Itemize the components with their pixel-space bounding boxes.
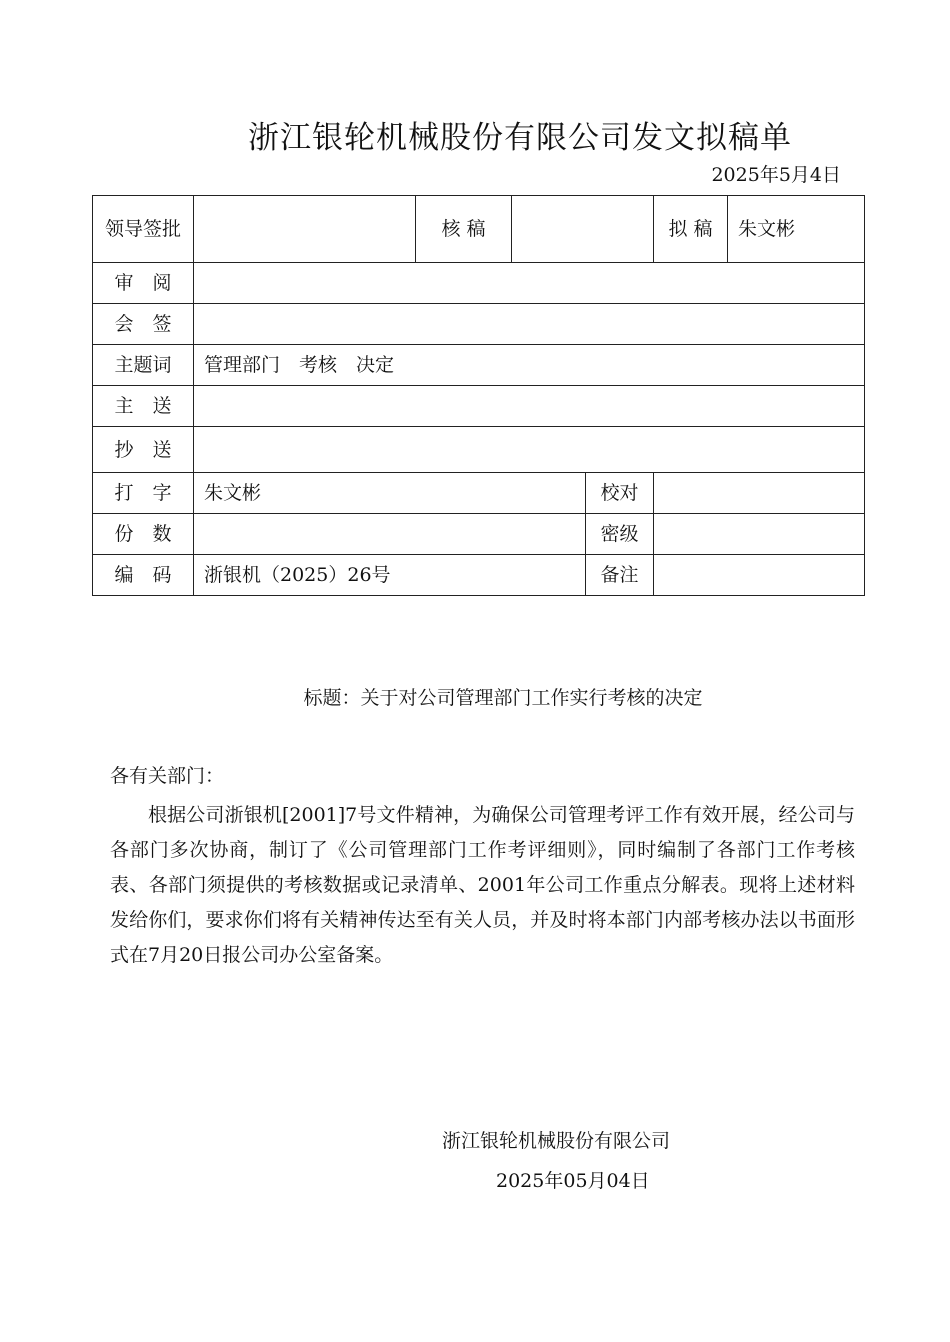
table-row bbox=[93, 304, 865, 345]
typist-value: 朱文彬 bbox=[194, 473, 586, 514]
cc-label: 抄 送 bbox=[93, 427, 194, 473]
table-row bbox=[93, 263, 865, 304]
check-value bbox=[512, 196, 654, 263]
send-to-label: 主 送 bbox=[93, 386, 194, 427]
proof-value bbox=[654, 473, 865, 514]
countersign-label: 会 签 bbox=[93, 304, 194, 345]
keywords-value: 管理部门 考核 决定 bbox=[194, 345, 865, 386]
draft-form-table bbox=[92, 195, 865, 596]
table-row bbox=[93, 196, 865, 263]
approval-label: 领导签批 bbox=[93, 196, 194, 263]
table-row bbox=[93, 514, 865, 555]
greeting: 各有关部门： bbox=[110, 765, 225, 787]
document-subject: 标题：关于对公司管理部门工作实行考核的决定 bbox=[303, 687, 703, 709]
review-value bbox=[194, 263, 865, 304]
check-label: 核 稿 bbox=[416, 196, 512, 263]
code-label: 编 码 bbox=[93, 555, 194, 596]
keywords-label: 主题词 bbox=[93, 345, 194, 386]
table-row bbox=[93, 386, 865, 427]
secret-level-value bbox=[654, 514, 865, 555]
table-row bbox=[93, 345, 865, 386]
approval-value bbox=[194, 196, 416, 263]
table-row bbox=[93, 555, 865, 596]
countersign-value bbox=[194, 304, 865, 345]
typist-label: 打 字 bbox=[93, 473, 194, 514]
send-to-value bbox=[194, 386, 865, 427]
copies-value bbox=[194, 514, 586, 555]
document-title: 浙江银轮机械股份有限公司发文拟稿单 bbox=[248, 120, 792, 156]
draft-date: 2025年5月4日 bbox=[711, 164, 841, 186]
draft-value: 朱文彬 bbox=[728, 196, 865, 263]
draft-label: 拟 稿 bbox=[654, 196, 728, 263]
review-label: 审 阅 bbox=[93, 263, 194, 304]
copies-label: 份 数 bbox=[93, 514, 194, 555]
table-row bbox=[93, 473, 865, 514]
cc-value bbox=[194, 427, 865, 473]
table-row bbox=[93, 427, 865, 473]
secret-level-label: 密级 bbox=[586, 514, 654, 555]
signature-date: 2025年05月04日 bbox=[496, 1170, 650, 1192]
remark-value bbox=[654, 555, 865, 596]
code-value: 浙银机（2025）26号 bbox=[194, 555, 586, 596]
signature-company: 浙江银轮机械股份有限公司 bbox=[442, 1130, 671, 1152]
proof-label: 校对 bbox=[586, 473, 654, 514]
document-body bbox=[110, 762, 855, 973]
body-paragraph: 根据公司浙银机[2001]7号文件精神，为确保公司管理考评工作有效开展，经公司与各部门多次协商，制订了《公司管理部门工作考评细则》，同时编制了各部门工作考核表、各部门须提供的考核数据或记录清单、2001年公司工作重点分解表。现将上述材料发给你们，要求你们将有关精神传达至有关人员，并及时将本部门内部考核办法以书面形式在7月20日报公司办公室备案。 bbox=[110, 804, 855, 966]
remark-label: 备注 bbox=[586, 555, 654, 596]
